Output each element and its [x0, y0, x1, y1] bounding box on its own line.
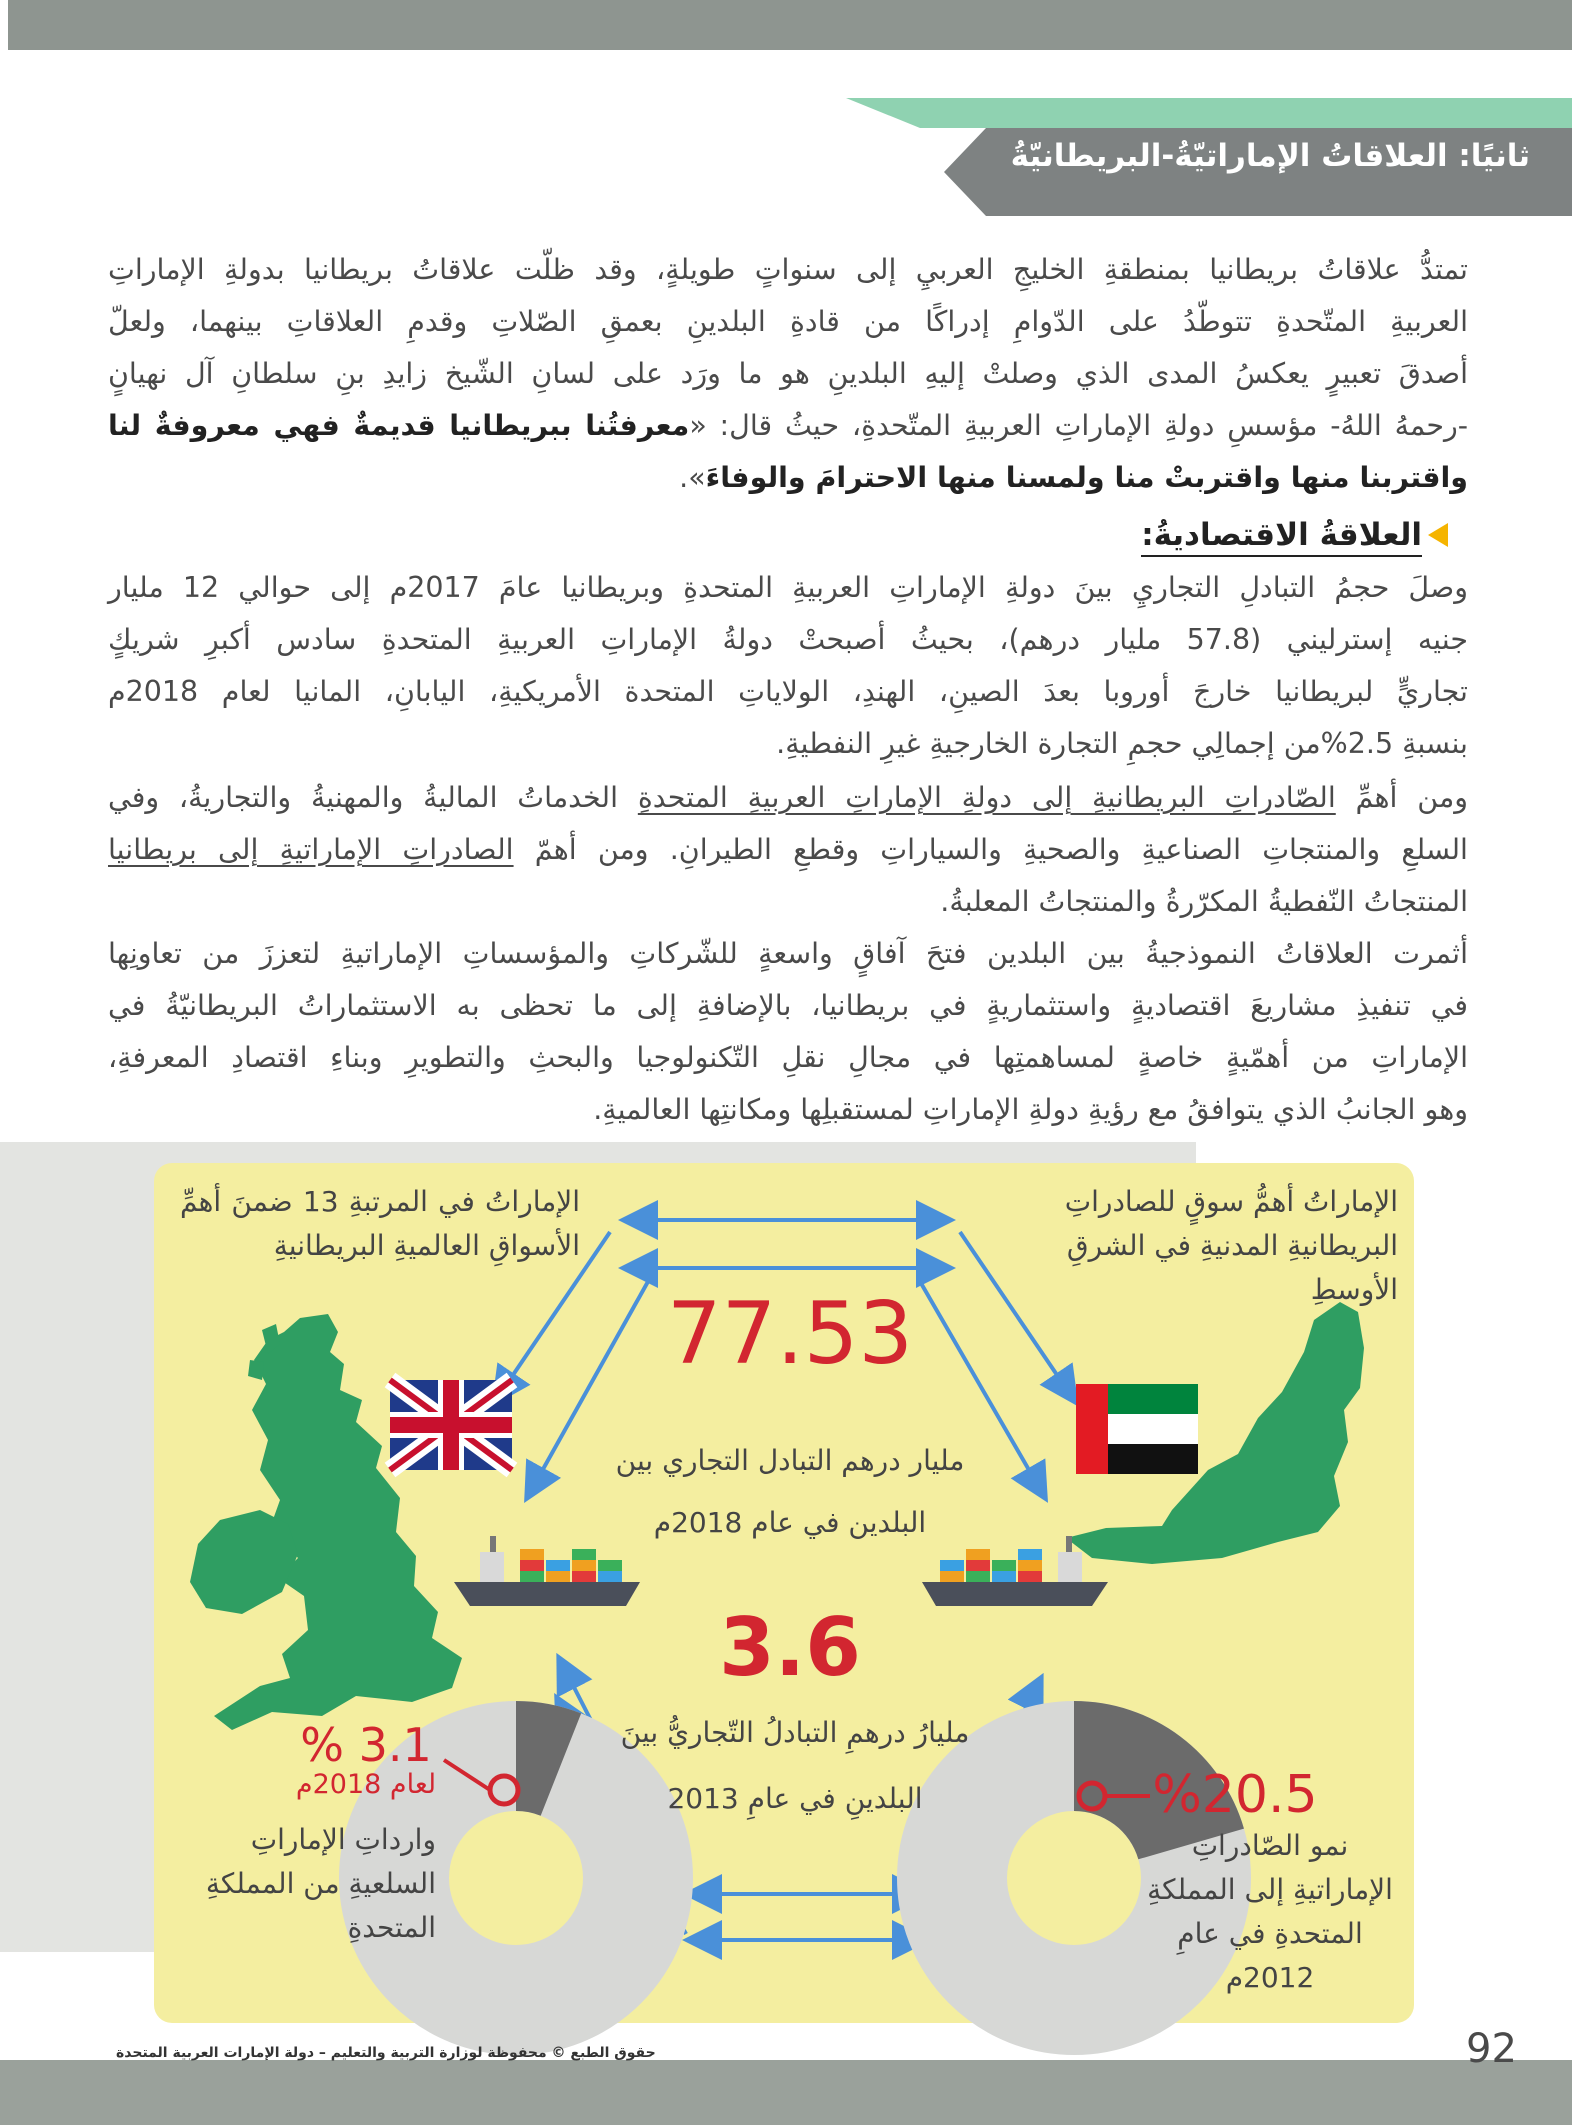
rank-caption: الإماراتُ في المرتبةِ 13 ضمنَ أهمِّ الأسواقِ العالميةِ البريطانيةِ: [180, 1185, 580, 1262]
trade-caption-line: البلدين في عام 2018م: [653, 1506, 927, 1539]
exports-growth-percent: %20.5: [1152, 1765, 1318, 1825]
econ-underlined: الصّادراتِ البريطانيةِ إلى دولةِ الإماراتِ العربيةِ المتحدةِ: [637, 781, 1336, 814]
trade-caption-2013: [560, 1700, 1030, 1832]
exports-caption-line: نمو الصّادراتِ: [1191, 1829, 1349, 1862]
trade-value-2013: 3.6: [719, 1601, 861, 1694]
imports-caption-line: السلعيةِ من المملكةِ: [205, 1867, 436, 1900]
exports-caption-line: المتحدةِ في عامِ: [1177, 1917, 1363, 1950]
trade-caption-line: مليار درهم التبادل التجاري بين: [615, 1444, 965, 1477]
market-caption-line: الإماراتُ أهمُّ سوقٍ للصادراتِ: [1064, 1185, 1398, 1218]
econ-line: في تنفيذِ مشاريعَ اقتصاديةٍ واستثماريةٍ في بريطانيا، بالإضافةِ إلى ما تحظى به الاستثماراتُ البريطانيّةُ في: [108, 989, 1468, 1022]
uae-flag-icon: [1076, 1384, 1198, 1474]
bottom-bar: [0, 2060, 1572, 2125]
intro-line: تمتدُّ علاقاتُ بريطانيا بمنطقةِ الخليجِ العربيِ إلى سنواتٍ طويلةٍ، وقد ظلّت علاقاتُ بريطانيا بدولةِ الإماراتِ: [108, 253, 1468, 286]
trade-value-2018: 77.53: [666, 1284, 914, 1384]
exports-caption: [1130, 1824, 1410, 2000]
market-caption: [1018, 1180, 1398, 1312]
quote-text: معرفتُنا ببريطانيا قديمةٌ فهي معروفةٌ لنا: [108, 409, 690, 442]
trade-caption-line: مليارُ درهمِ التبادلُ التّجاريُّ بينَ: [620, 1716, 970, 1749]
intro-text: ».: [679, 461, 706, 494]
section-title: ثانيًا: العلاقاتُ الإماراتيّةُ-البريطانيّةُ: [1010, 138, 1530, 174]
intro-text: -رحمهُ اللهُ- مؤسسِ دولةِ الإماراتِ العربيةِ المتّحدةِ، حيثُ قال: «: [689, 409, 1469, 442]
market-caption-line: الأوسطِ: [1310, 1273, 1398, 1306]
econ-line: المنتجاتُ النّفطيةُ المكرّرةُ والمنتجاتُ المعلبةُ.: [940, 885, 1468, 918]
imports-caption: [186, 1818, 436, 1950]
econ-line: تجاريٍّ لبريطانيا خارجَ أوروبا بعدَ الصينِ، الهندِ، الولاياتِ المتحدة الأمريكيةِ، اليابانِ، المانيا لعام 2018م: [108, 675, 1468, 708]
econ-line: أثمرت العلاقاتُ النموذجيةُ بين البلدين فتحَ آفاقٍ واسعةٍ للشّركاتِ والمؤسساتِ الإماراتيةِ لتعززَ من تعاونِها: [108, 937, 1468, 970]
exports-caption-line: الإماراتيةِ إلى المملكةِ: [1147, 1873, 1393, 1906]
econ-line: وصلَ حجمُ التبادلِ التجاريِ بينَ دولةِ الإماراتِ العربيةِ المتحدةِ وبريطانيا عامَ 2017م إلى حوالي 12 مليار: [108, 571, 1468, 604]
imports-caption-line: المتحدةِ: [347, 1911, 436, 1944]
intro-line: العربيةِ المتّحدةِ تتوطّدُ على الدّوامِ إدراكًا من قادةِ البلدينِ بعمقِ الصّلاتِ وقدمِ العلاقاتِ بينهما، ولعلّ: [108, 305, 1468, 338]
quote-text: واقتربنا منها واقتربتْ منا ولمسنا منها الاحترامَ والوفاءَ: [705, 461, 1468, 494]
econ-text: ومن أهمِّ: [1335, 781, 1468, 814]
econ-text: السلعِ والمنتجاتِ الصناعيةِ والصحيةِ والسياراتِ وقطعِ الطيرانِ. ومن أهمّ: [513, 833, 1468, 866]
copyright-text: حقوق الطبع © محفوظة لوزارة التربية والتعليم – دولة الإمارات العربية المتحدة: [116, 2045, 656, 2061]
economic-subheading: العلاقةُ الاقتصاديةُ:: [1141, 517, 1422, 557]
imports-percent-year: لعام 2018م: [295, 1769, 437, 1800]
econ-line: بنسبةِ 2.5%من إجمالِي حجمِ التجارة الخارجيةِ غيرِ النفطيةِ.: [776, 727, 1468, 760]
econ-line: الإماراتِ من أهمّيةٍ خاصةٍ لمساهمتِها في مجالِ نقلِ التّكنولوجيا والبحثِ والتطويرِ وبناءِ اقتصادِ المعرفةِ،: [108, 1041, 1468, 1074]
econ-text: الخدماتُ الماليةُ والمهنيةُ والتجاريةُ، وفي: [108, 781, 638, 814]
imports-percent: % 3.1: [300, 1718, 432, 1772]
trade-caption-line: البلدينِ في عامِ 2013: [667, 1782, 923, 1815]
imports-caption-line: وارداتِ الإماراتِ: [250, 1823, 436, 1856]
market-caption-line: البريطانيةِ المدنيةِ في الشرقِ: [1066, 1229, 1398, 1262]
ireland-map-icon: [190, 1510, 298, 1614]
uk-flag-icon: [390, 1380, 512, 1470]
econ-line: وهو الجانبُ الذي يتوافقُ مع رؤيةِ دولةِ الإماراتِ لمستقبلِها ومكانتِها العالميةِ.: [593, 1093, 1468, 1126]
intro-line: أصدقَ تعبيرٍ يعكسُ المدى الذي وصلتْ إليهِ البلدينِ هو ما ورَد على لسانِ الشّيخ زايدِ بنِ سلطانِ آل نهيانٍ: [108, 357, 1468, 390]
page-number: 92: [1466, 2026, 1517, 2072]
econ-underlined: الصادراتِ الإماراتيةِ إلى بريطانيا: [108, 833, 514, 866]
trade-caption-2018: [560, 1430, 1020, 1554]
exports-caption-line: 2012م: [1225, 1961, 1315, 1994]
econ-line: جنيه إسترليني (57.8 مليار درهم)، بحيثُ أصبحتْ دولةُ الإماراتِ العربيةِ المتحدةِ سادس أكبرِ شريكٍ: [108, 623, 1468, 656]
